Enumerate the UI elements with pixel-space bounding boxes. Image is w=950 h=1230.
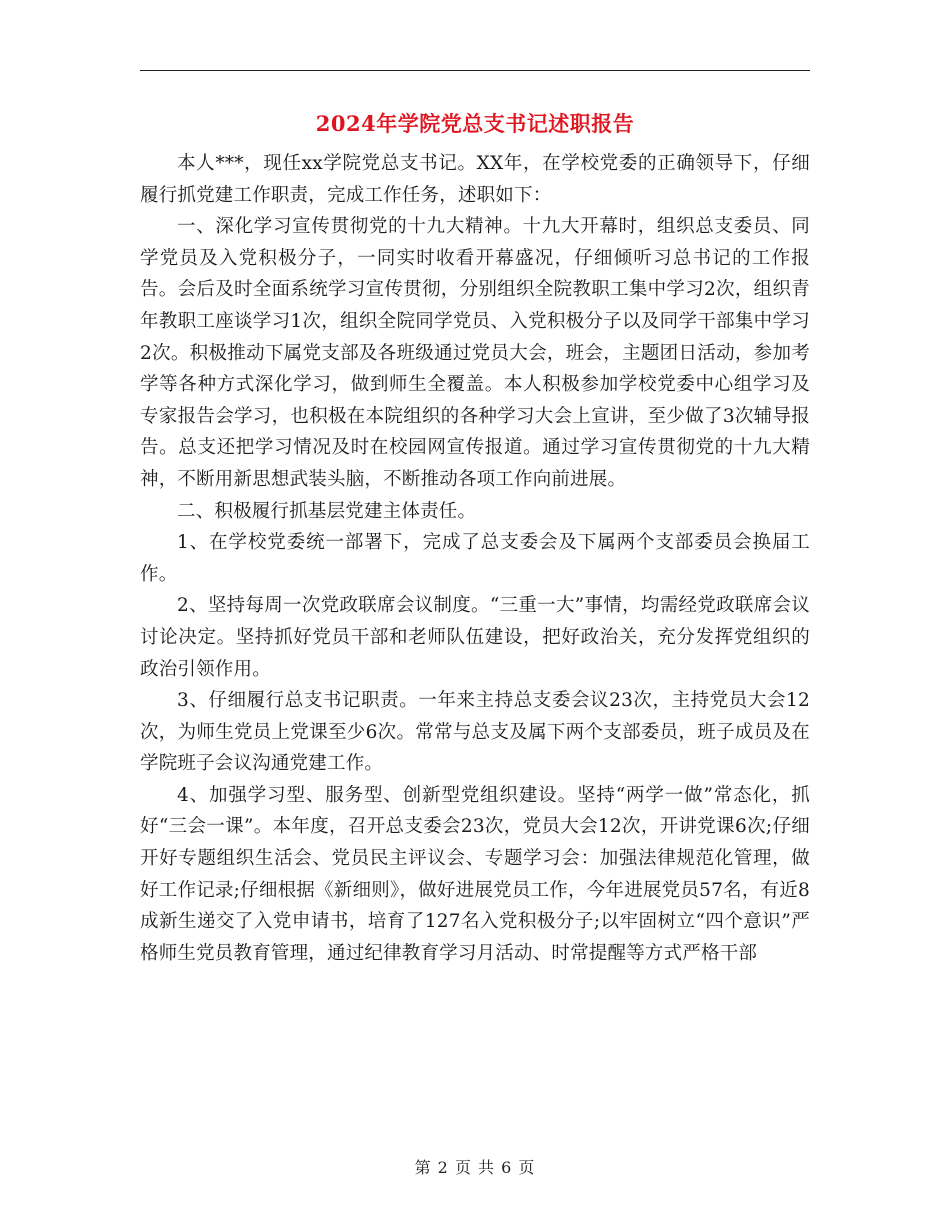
document-body (140, 148, 810, 969)
document-title: 2024年学院党总支书记述职报告 (315, 111, 635, 136)
paragraph-section-one: 一、深化学习宣传贯彻党的十九大精神。十九大开幕时，组织总支委员、同学党员及入党积极分子，一同实时收看开幕盛况，仔细倾听习总书记的工作报告。会后及时全面系统学习宣传贯彻，分别组织全院教职工集中学习2次，组织青年教职工座谈学习1次，组织全院同学党员、入党积极分子以及同学干部集中学习2次。积极推动下属党支部及各班级通过党员大会，班会，主题团日活动，参加考学等各种方式深化学习，做到师生全覆盖。本人积极参加学校党委中心组学习及专家报告会学习，也积极在本院组织的各种学习大会上宣讲，至少做了3次辅导报告。总支还把学习情况及时在校园网宣传报道。通过学习宣传贯彻党的十九大精神，不断用新思想武装头脑，不断推动各项工作向前进展。 (140, 216, 810, 490)
paragraph-item-3: 3、仔细履行总支书记职责。一年来主持总支委会议23次，主持党员大会12次，为师生党员上党课至少6次。常常与总支及属下两个支部委员，班子成员及在学院班子会议沟通党建工作。 (140, 690, 810, 775)
paragraph-section-two-heading: 二、积极履行抓基层党建主体责任。 (177, 500, 477, 522)
paragraph-intro: 本人***，现任xx学院党总支书记。XX年，在学校党委的正确领导下，仔细履行抓党建工作职责，完成工作任务，述职如下： (140, 153, 810, 206)
paragraph-item-4: 4、加强学习型、服务型、创新型党组织建设。坚持“两学一做”常态化，抓好“三会一课”。本年度，召开总支委会23次，党员大会12次，开讲党课6次;仔细开好专题组织生活会、党员民主评议会、专题学习会：加强法律规范化管理，做好工作记录;仔细根据《新细则》，做好进展党员工作，今年进展党员57名，有近8成新生递交了入党申请书，培育了127名入党积极分子;以牢固树立“四个意识”严格师生党员教育管理，通过纪律教育学习月活动、时常提醒等方式严格干部 (140, 784, 810, 964)
header-rule (140, 70, 810, 71)
paragraph-item-1: 1、在学校党委统一部署下，完成了总支委会及下属两个支部委员会换届工作。 (140, 532, 810, 585)
page-number-footer: 第 2 页 共 6 页 (414, 1158, 536, 1177)
paragraph-item-2: 2、坚持每周一次党政联席会议制度。“三重一大”事情，均需经党政联席会议讨论决定。坚持抓好党员干部和老师队伍建设，把好政治关，充分发挥党组织的政治引领作用。 (140, 595, 810, 680)
